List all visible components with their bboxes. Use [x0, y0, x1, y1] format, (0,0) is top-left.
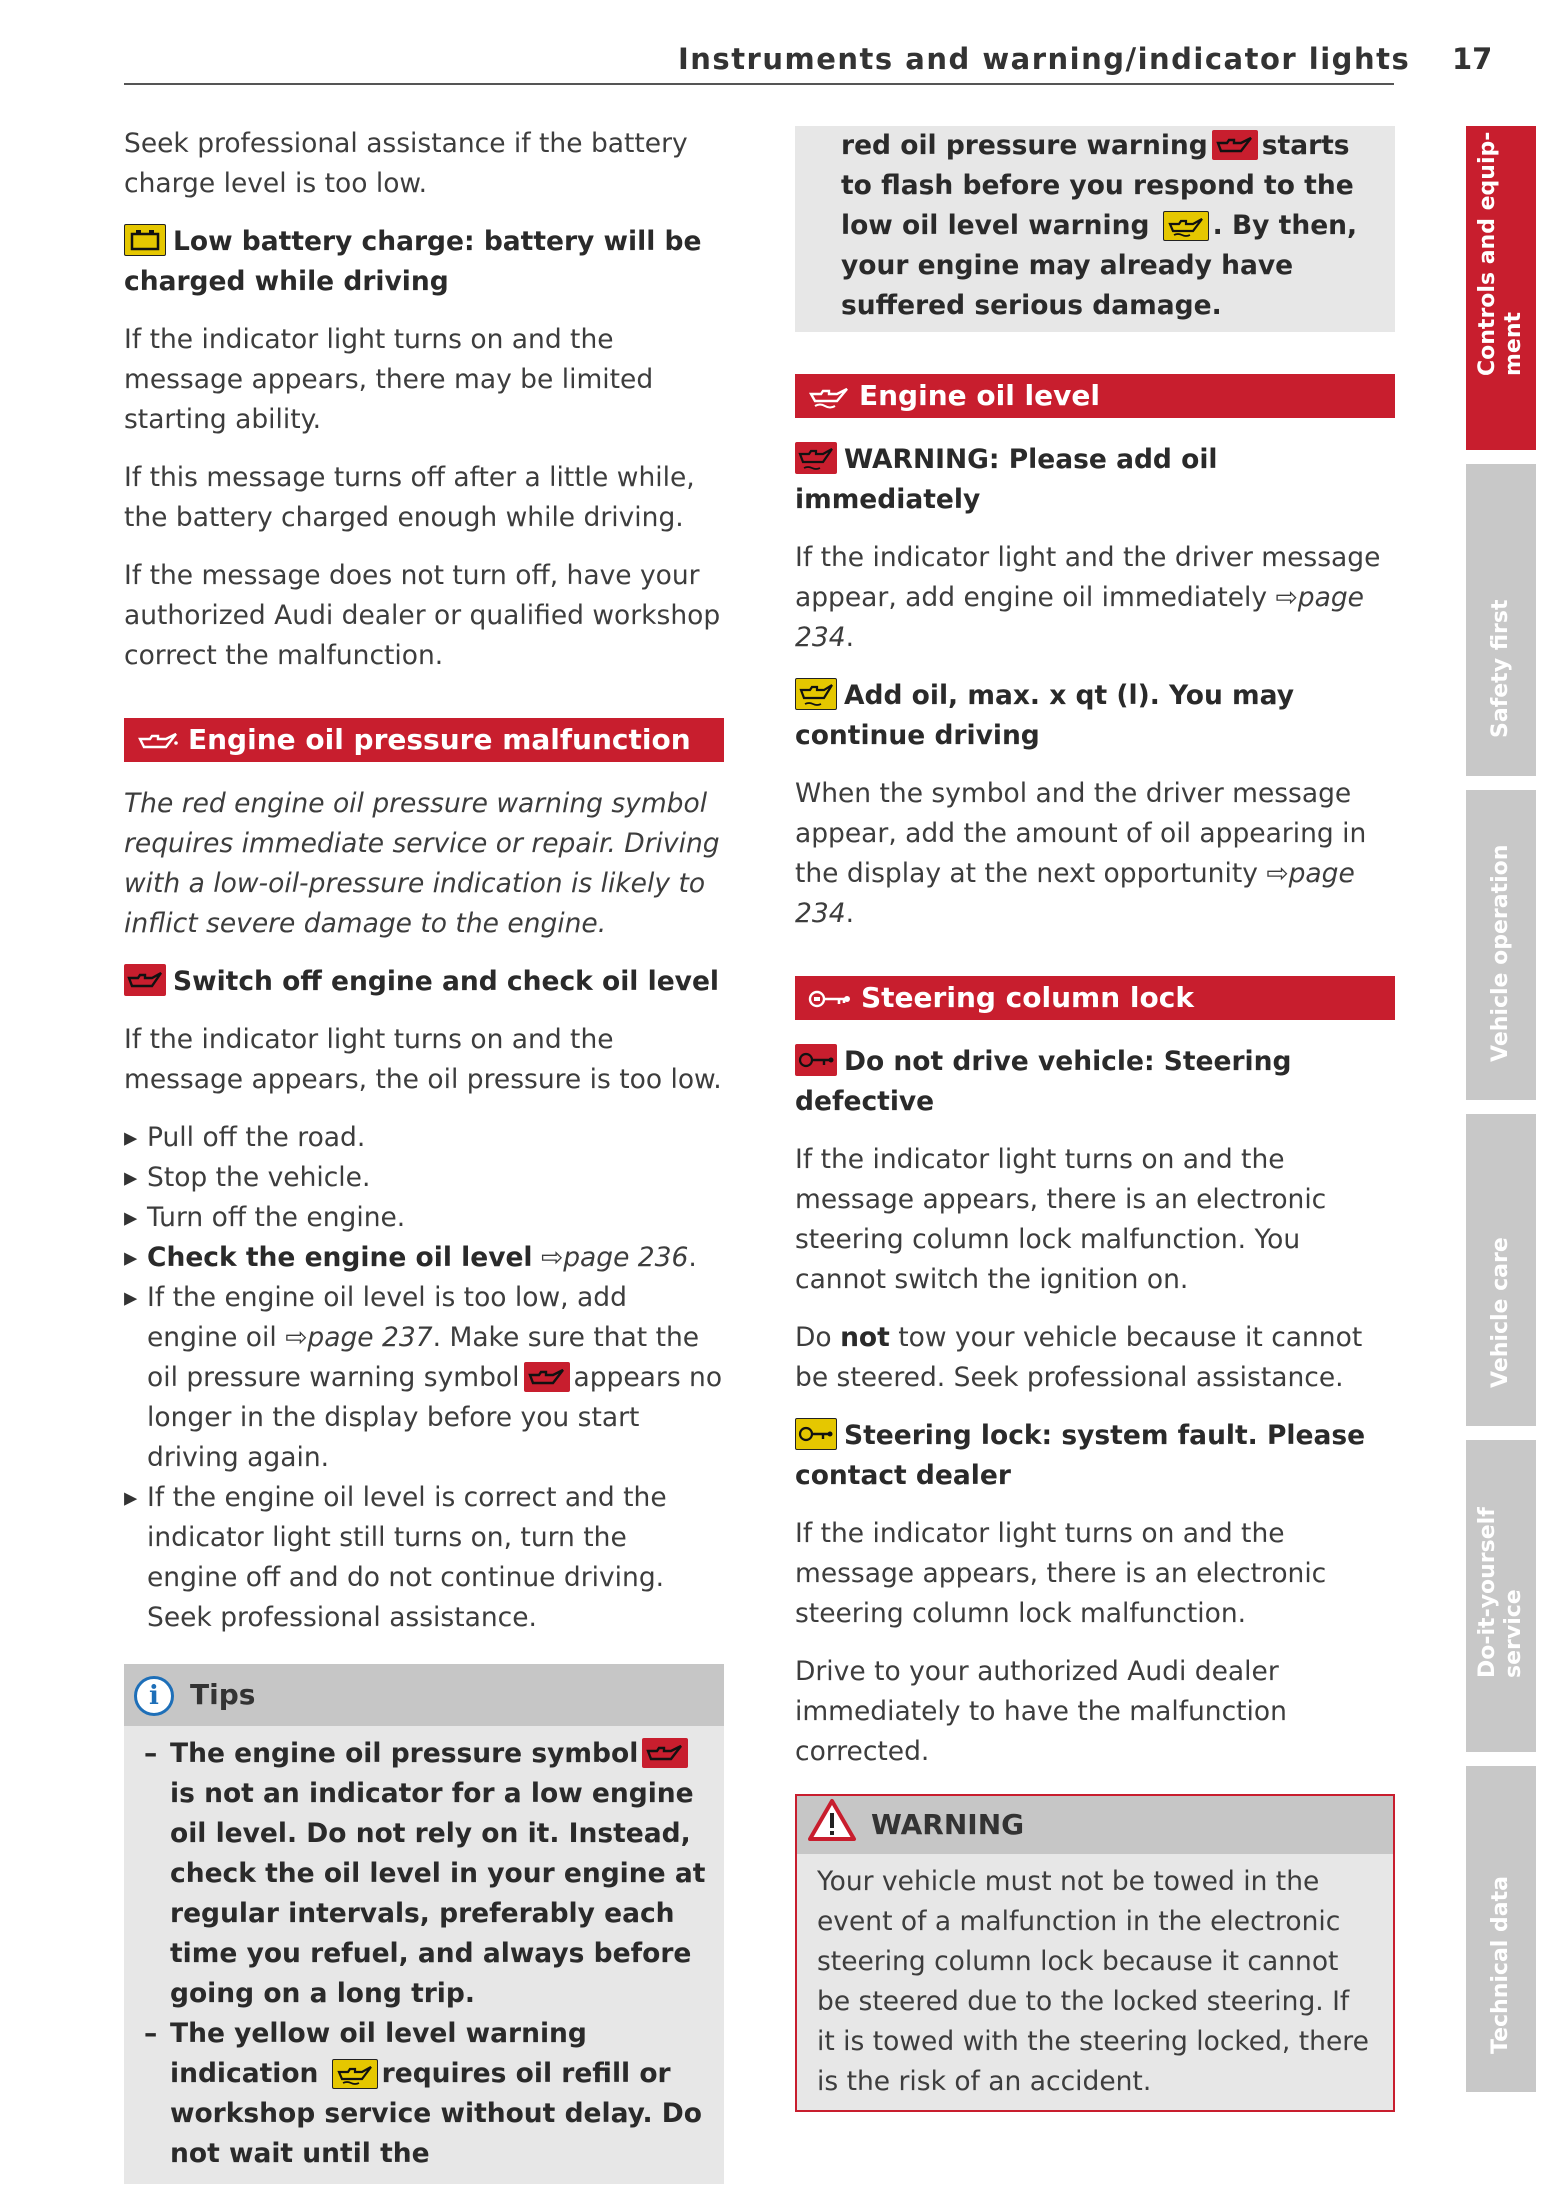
arrow-ref-icon: ⇨	[1266, 858, 1289, 889]
tips-header: i Tips	[124, 1664, 724, 1726]
tab-safety-first[interactable]: Safety first	[1466, 464, 1536, 776]
oil-level-warning-icon	[795, 678, 837, 710]
arrow-ref-icon: ⇨	[540, 1242, 564, 1273]
oil-pressure-warning-icon	[1212, 130, 1258, 160]
section-oil-pressure: Engine oil pressure malfunction	[124, 718, 724, 762]
battery-paragraph-2: If this message turns off after a little while, the battery charged enough while driving.	[124, 462, 695, 533]
list-item: ▸ Check the engine oil level ⇨page 236.	[124, 1238, 724, 1278]
tab-do-it-yourself-service[interactable]: Do-it-yourself service	[1466, 1440, 1536, 1752]
tab-controls-and-equipment[interactable]: Controls and equip-ment	[1466, 126, 1536, 450]
page-reference-link[interactable]: page 234	[795, 582, 1364, 653]
warning-box	[795, 1794, 1395, 2112]
oil-can-icon	[136, 729, 180, 753]
tab-vehicle-care[interactable]: Vehicle care	[1466, 1114, 1536, 1426]
info-icon: i	[134, 1676, 174, 1716]
steering-lock-icon	[807, 987, 853, 1011]
page-header-title: Instruments and warning/indicator lights	[678, 42, 1411, 76]
arrow-ref-icon: ⇨	[285, 1322, 308, 1353]
tips-box	[124, 1664, 724, 2184]
battery-paragraph-1: If the indicator light turns on and the message appears, there may be limited starting ability.	[124, 324, 654, 435]
action-steps	[124, 1118, 724, 1638]
battery-paragraph-3: If the message does not turn off, have your authorized Audi dealer or qualified workshop correct the malfunction.	[124, 560, 721, 671]
oil-pressure-warning-icon	[124, 964, 166, 996]
warning-body: Your vehicle must not be towed in the event of a malfunction in the electronic steering column lock because it cannot be steered due to the locked steering. If it is towed with the steering locked, there is the risk of an accident.	[797, 1854, 1393, 2110]
drive-to-dealer-paragraph: Drive to your authorized Audi dealer immediately to have the malfunction corrected.	[795, 1656, 1287, 1767]
oil-level-icon	[807, 385, 851, 409]
battery-intro: Seek professional assistance if the battery charge level is too low.	[124, 128, 688, 199]
arrow-ref-icon: ⇨	[1275, 582, 1298, 613]
page-number: 17	[1452, 42, 1493, 76]
tip-item: – The engine oil pressure symbolis not an indicator for a low engine oil level. Do not rely on it. Instead, check the oil level in your engine at regular intervals, preferably each time you refuel, and always before going on a long trip.	[144, 1738, 706, 2009]
oil-pressure-intro: The red engine oil pressure warning symbol requires immediate service or repair. Driving with a low-oil-pressure indication is likely to inflict severe damage to the engine.	[124, 788, 720, 939]
oil-pressure-warning-icon	[524, 1362, 570, 1392]
section-steering-column-lock: Steering column lock	[795, 976, 1395, 1020]
add-max-paragraph: When the symbol and the driver message appear, add the amount of oil appearing in the display at the next opportunity ⇨page 234.	[795, 778, 1367, 929]
add-max-heading: Add oil, max. x qt (l). You may continue driving	[795, 680, 1295, 751]
section-engine-oil-level: Engine oil level	[795, 374, 1395, 418]
tab-technical-data[interactable]: Technical data	[1466, 1766, 1536, 2092]
tips-continuation-box: red oil pressure warning starts to flash before you respond to the low oil level warning . By then, your engine may already have suffered serious damage.	[795, 126, 1395, 332]
switch-off-paragraph: If the indicator light turns on and the message appears, the oil pressure is too low.	[124, 1024, 722, 1095]
page-reference-link[interactable]: page 234	[795, 858, 1355, 929]
header-divider	[124, 83, 1394, 85]
list-item: ▸ Stop the vehicle.	[124, 1158, 724, 1198]
left-column	[124, 124, 724, 2184]
steering-defective-paragraph: If the indicator light turns on and the message appears, there is an electronic steering column lock malfunction. You cannot switch the ignition on.	[795, 1144, 1327, 1295]
list-item: ▸ Pull off the road.	[124, 1118, 724, 1158]
tip-item: – The yellow oil level warning indication requires oil refill or workshop service without delay. Do not wait until the	[144, 2018, 702, 2169]
list-item: ▸ If the engine oil level is too low, add engine oil ⇨page 237. Make sure that the oil pressure warning symbol appears no longer in the display before you start driving again.	[124, 1278, 724, 1478]
steering-fault-heading: Steering lock: system fault. Please contact dealer	[795, 1420, 1366, 1491]
steering-defective-heading: Do not drive vehicle: Steering defective	[795, 1046, 1292, 1117]
oil-level-warning-icon	[1163, 211, 1209, 241]
list-item: ▸ Turn off the engine.	[124, 1198, 724, 1238]
tow-paragraph: Do not tow your vehicle because it cannot be steered. Seek professional assistance.	[795, 1322, 1363, 1393]
warning-header: WARNING	[797, 1796, 1393, 1854]
page-reference-link[interactable]: page 237	[307, 1322, 433, 1353]
battery-message-heading: Low battery charge: battery will be charged while driving	[124, 226, 702, 297]
battery-icon	[124, 224, 166, 256]
switch-off-heading: Switch off engine and check oil level	[124, 962, 724, 1002]
oil-level-warning-icon	[795, 442, 837, 474]
page-reference-link[interactable]: page 236	[563, 1242, 689, 1273]
steering-lock-fault-icon	[795, 1418, 837, 1450]
right-column	[795, 124, 1395, 2112]
add-oil-heading: WARNING: Please add oil immediately	[795, 444, 1218, 515]
tab-vehicle-operation[interactable]: Vehicle operation	[1466, 790, 1536, 1100]
steering-lock-warning-icon	[795, 1044, 837, 1076]
list-item: ▸ If the engine oil level is correct and the indicator light still turns on, turn the engine off and do not continue driving. Seek professional assistance.	[124, 1478, 724, 1638]
oil-pressure-warning-icon	[642, 1738, 688, 1768]
add-oil-paragraph: If the indicator light and the driver message appear, add engine oil immediately ⇨page 234.	[795, 542, 1381, 653]
oil-level-warning-icon	[332, 2059, 378, 2089]
steering-fault-paragraph: If the indicator light turns on and the message appears, there is an electronic steering column lock malfunction.	[795, 1518, 1327, 1629]
warning-triangle-icon	[807, 1798, 857, 1842]
tips-body	[124, 1726, 724, 2184]
